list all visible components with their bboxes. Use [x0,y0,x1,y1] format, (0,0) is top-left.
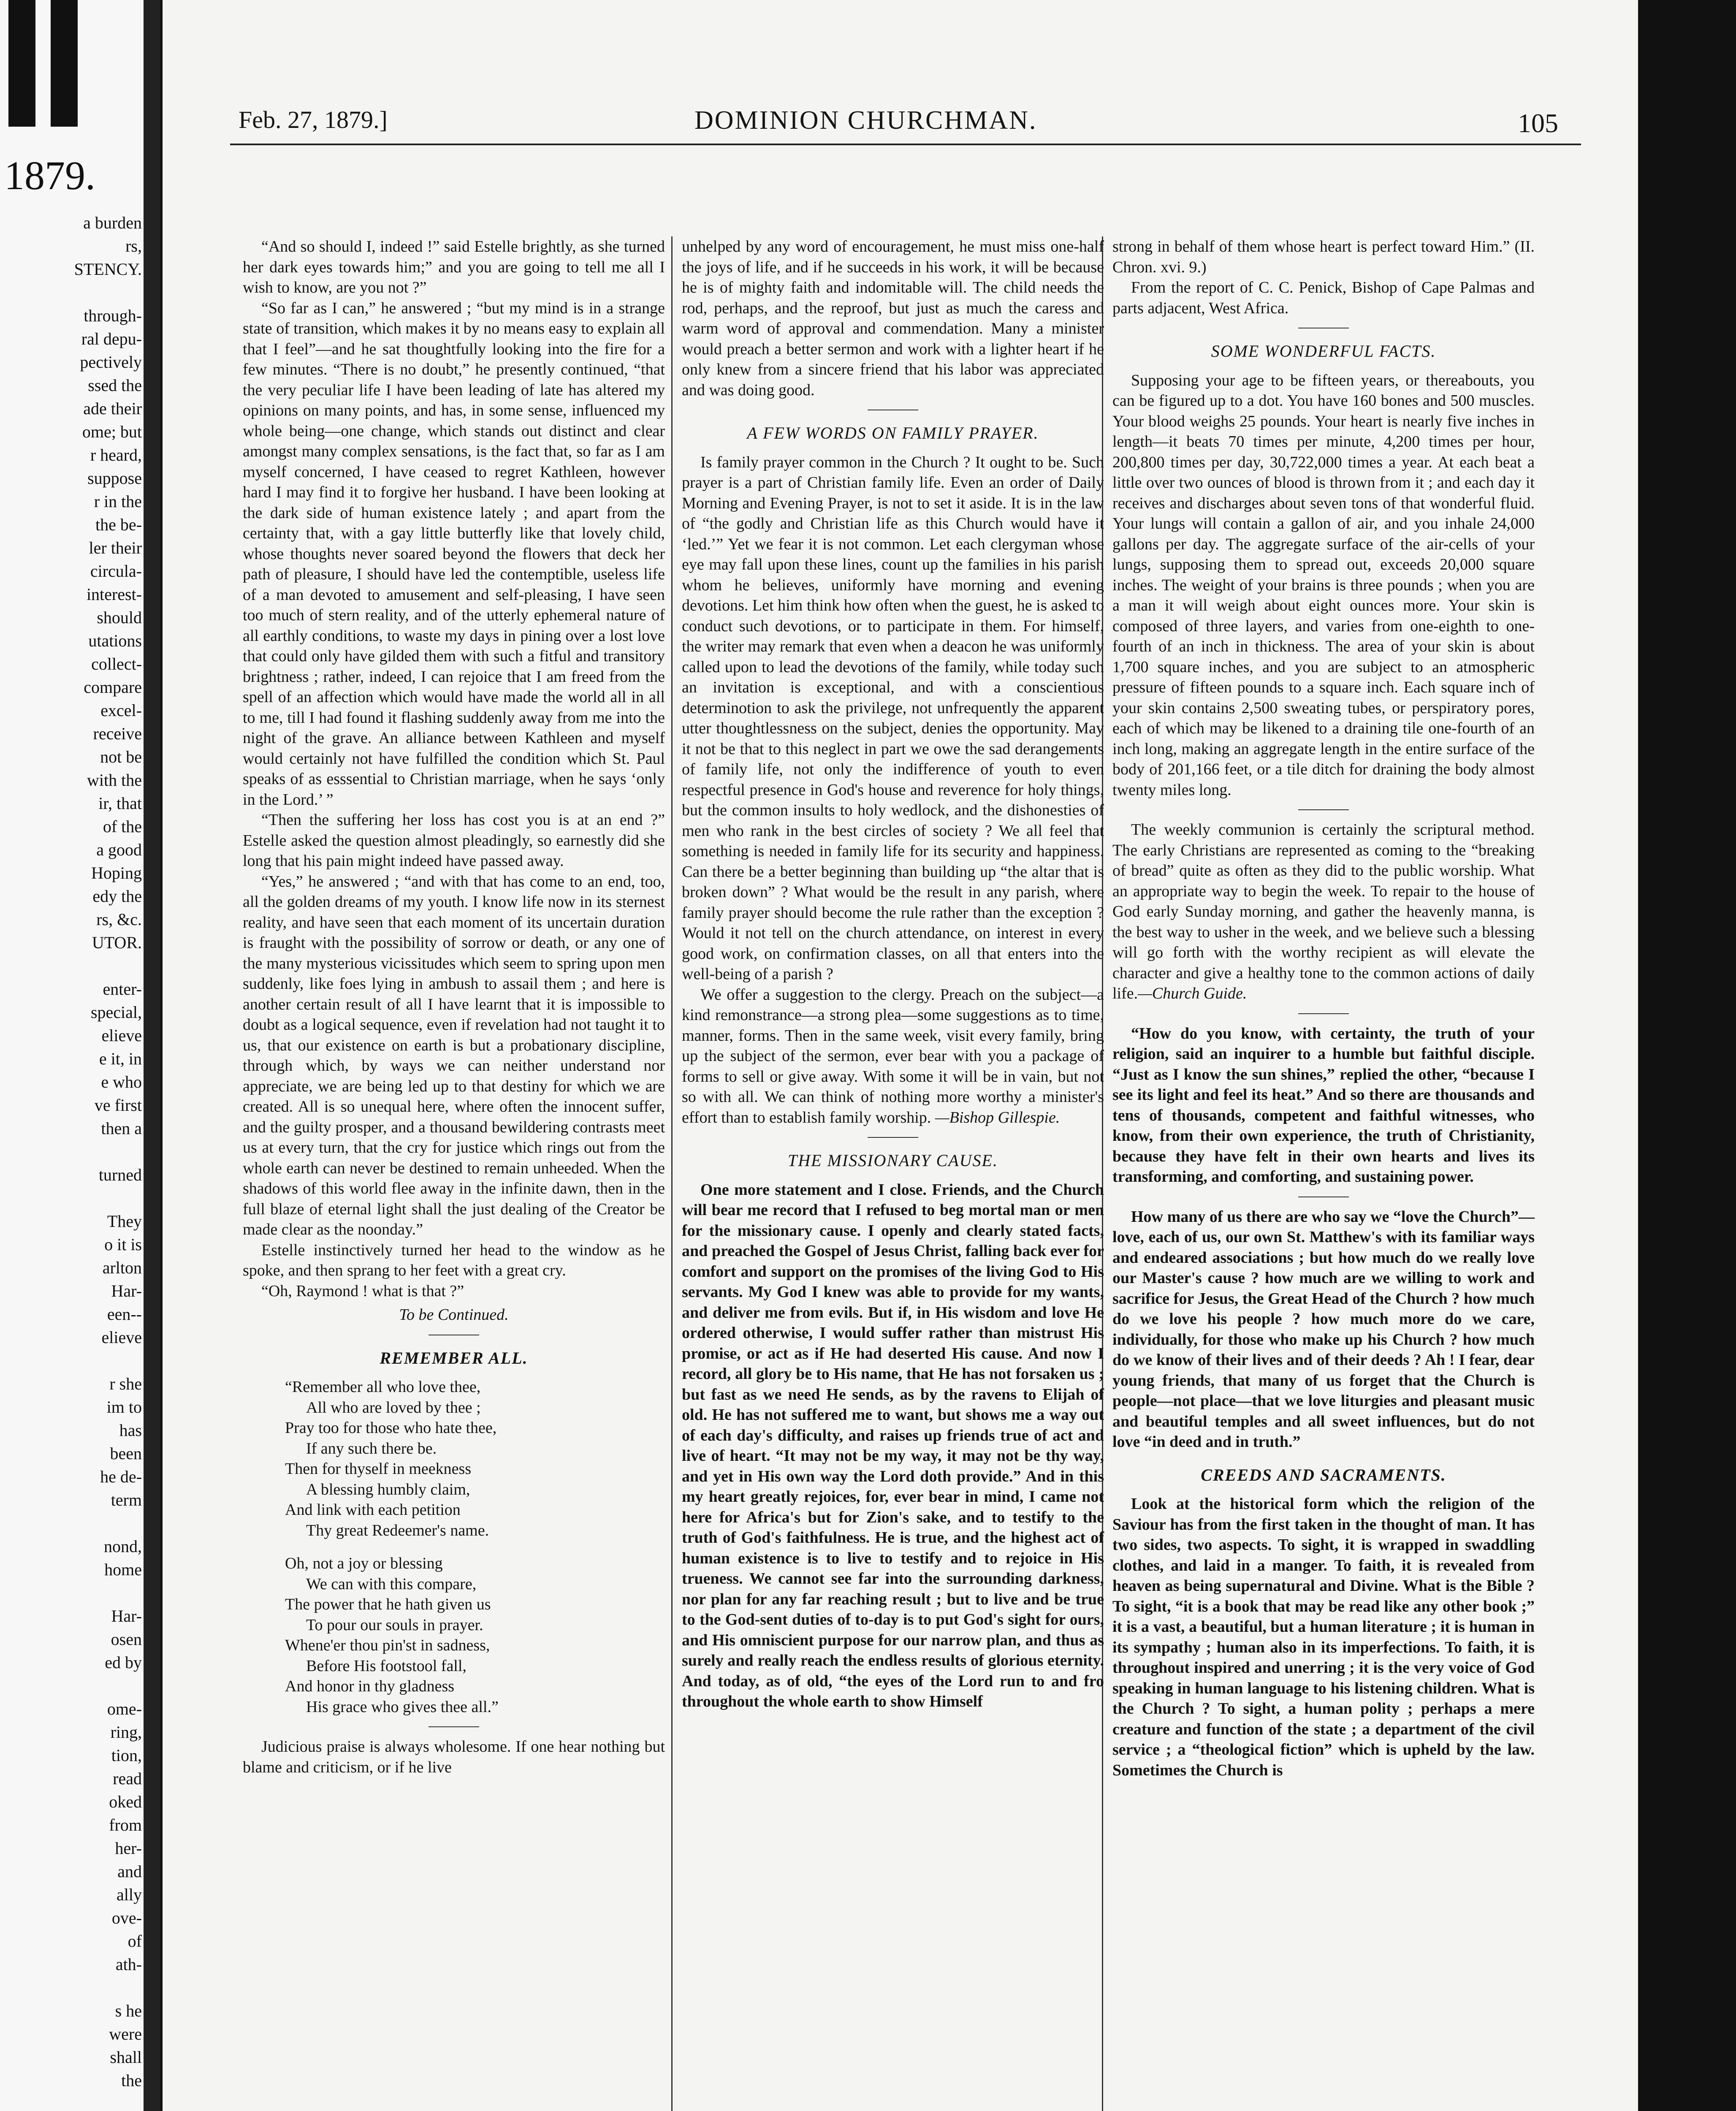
page-gutter [144,0,160,2111]
previous-page-line: he de- [100,1467,142,1486]
column-1 [243,236,665,1777]
previous-page-line: e who [101,1072,142,1091]
story-paragraph: “So far as I can,” he answered ; “but my mind is in a strange state of transition, which makes it by no means easy to explain all that I feel”—and he sat thoughtfully looking into the fire for a few minutes. “There is no doubt,” he presently continued, “that the very peculiar life I have been leading of late has altered my opinions on many points, and has, in some sense, influenced my whole being—one change, which stands out distinct and clear amongst many complex sensations, is the fact that, so far as I am myself concerned, I have ceased to regret Kathleen, however hard I may find it to forgive her husband. I have been looking at the dark side of human existence lately ; and apart from the certainty that, with a gay little butterfly like that lovely child, whose thoughts never soared beyond the flowers that deck her path of pleasure, I should have led the contemptible, useless life of a man devoted to amusement and self-pleasing, I have seen too much of stern reality, and of the utterly ephemeral nature of all earthly conditions, to waste my days in pining over a lost love that could only have gilded them with such a fitful and transitory brightness ; rather, indeed, I can rejoice that I am freed from the spell of an affection which would have made the world all in all to me, till I had found it flashing suddenly away from me into the night of the grave. An alliance between Kathleen and myself would certainly not have fulfilled the condition which St. Paul speaks of as esssential to Christian marriage, when he says ‘only in the Lord.’ ” [243,299,665,809]
previous-page-line: a burden [83,213,142,232]
previous-page-line: nond, [104,1537,142,1556]
previous-page-line: rs, &c. [96,910,142,929]
paragraph: One more statement and I close. Friends, and the Church will bear me record that I refused to beg mortal man or men for the missionary cause. I openly and clearly stated facts, and preached the Gospel of Jesus Christ, falling back ever for comfort and support on the promises of the living God to His servants. My God I knew was able to provide for my wants, and deliver me from evils. But if, in His wisdom and love He ordered otherwise, I would suffer rather than mistrust His promise, or act as if He had deserted His cause. And now I record, all glory be to His name, that He has not forsaken us ; but fast as we need He sends, as by the ravens to Elijah of old. He has not suffered me to want, but shows me a way out of each day's difficulty, and raises up friends true of act and live of heart. “It may not be my way, it may not be thy way, and yet in His own way the Lord doth provide.” And in this my heart greatly rejoices, for, ever bear in mind, I came not here for Africa's but for Zion's sake, and to testify to the truth of God's faithfulness. He is true, and the highest act of human existence is to live to testify and to rejoice in His trueness. We cannot see far into the surrounding darkness, nor plan for any far reaching result ; but to live and be true to the God-sent duties of to-day is to put God's sight for ours, and His omniscient purpose for our narrow plan, and thus as surely and really reach the endless results of glorious eternity. And today, as of old, “the eyes of the Lord run to and fro throughout the whole earth to show Himself [682,1180,1104,1710]
paragraph: The weekly communion is certainly the scriptural method. The early Christians are represented as coming to the “breaking of bread” quite as often as they did to the public worship. What an appropriate way to begin the week. To repair to the house of God early Sunday morning, and gather the heavenly manna, is the best way to usher in the week, and we believe such a blessing will go forth with the worthy recipient as will elevate the character and give a healthy tone to the common actions of daily life.—Church Guide. [1112,821,1535,1002]
poem-line: To pour our souls in prayer. [306,1616,483,1634]
paragraph: strong in behalf of them whose heart is perfect toward Him.” (II. Chron. xvi. 9.) [1112,238,1535,276]
previous-page-line: arlton [102,1258,142,1277]
previous-page-line: were [109,2024,142,2043]
binding-bar [51,0,78,127]
previous-page-line [3,1349,142,1372]
previous-page-line: s he [115,2001,142,2020]
previous-page-line: r heard, [90,445,142,464]
previous-page-line: ome; but [82,422,142,441]
header-title: DOMINION CHURCHMAN. [694,106,1037,135]
poem-line: All who are loved by thee ; [306,1398,481,1416]
previous-page-line: of [127,1932,142,1951]
previous-page-line: rs, [125,236,142,255]
previous-page-line: osen [111,1630,142,1649]
previous-page-line: een-- [107,1305,142,1324]
previous-page-line: ir, that [98,794,142,813]
paragraph: “How do you know, with certainty, the truth of your religion, said an inquirer to a humble but faithful disciple. “Just as I know the sun shines,” replied the other, “because I see its light and feel its heat.” And so there are thousands and tens of thousands, competent and faithful witnesses, who know, from their own experience, the truth of Christianity, because they have felt in their own hearts and lives its transforming, and comforting, and sustaining power. [1112,1024,1535,1186]
poem-line: “Remember all who love thee, [285,1378,481,1396]
section-title: CREEDS AND SACRAMENTS. [1201,1465,1446,1484]
previous-page-line: e it, in [99,1049,142,1068]
poem-line: The power that he hath given us [285,1595,491,1613]
story-paragraph: “Then the suffering her loss has cost you is at an end ?” Estelle asked the question almost pleadingly, so earnestly did she long that his pain might indeed have passed away. [243,811,665,870]
previous-page-line [3,1976,142,1999]
poem-line: Before His footstool fall, [306,1657,467,1675]
previous-page-line [3,1140,142,1163]
previous-page-line: enter- [103,980,142,999]
previous-page-line: from [109,1815,142,1834]
previous-page-line: circula- [90,562,142,581]
previous-page-line: shall [110,2048,142,2067]
paragraph: Supposing your age to be fifteen years, or thereabouts, you can be figured up to a dot. You have 160 bones and 500 muscles. Your blood weighs 25 pounds. Your heart is nearly five inches in length—it beats 70 times per minute, 4,200 times per hour, 200,800 times per day, 30,722,000 times a year. At each beat a little over two ounces of blood is thrown from it ; and each day it receives and discharges about seven tons of that wonderful fluid. Your lungs will contain a gallon of air, and you inhale 24,000 gallons per day. The aggregate surface of the air-cells of your lungs, supposing them to spread out, exceeds 20,000 square inches. The weight of your brains is three pounds ; when you are a man it will weigh about eight ounces more. Your skin is composed of three layers, and varies from one-eighth to one-fourth of an inch in thickness. The area of your skin is about 1,700 square inches, and you are subject to an atmospheric pressure of fifteen pounds to a square inch. Each square inch of your skin contains 2,500 sweating tubes, or perspiratory pores, each of which may be likened to a draining tile one-fourth of an inch long, making an aggregate length in the entire surface of the body of 201,166 feet, or a tile ditch for draining the body almost twenty miles long. [1112,371,1535,799]
poem-line: Then for thyself in meekness [285,1460,472,1478]
story-paragraph: “Yes,” he answered ; “and with that has come to an end, too, all the golden dreams of my youth. I know life now in its sternest reality, and have seen that each moment of its uncertain duration is fraught with the possibility of sorrow or death, or any one of the many mysterious vicissitudes which seem to spring upon men suddenly, like foes lying in ambush to assail them ; and here is another certain result of all I have learnt that it is impossible to doubt as a logical sequence, even if revelation had not taught it to us, that our existence on earth is but a probationary discipline, through which, by ways we can neither understand nor appreciate, we are being led up to that destiny for which we are created. All is so unequal here, where often the innocent suffer, and the guilty prosper, and a thousand bewildering contrasts meet us at every turn, that the cry for justice which rings out from the whole earth can never be destined to remain unheeded. When the shadows of this world flee away in the infinite dawn, then in the full blaze of eternal light shall the just dealing of the Creator be made clear as the noonday.” [243,872,665,1238]
previous-page-line: home [104,1560,142,1579]
previous-page-line: through- [84,306,142,325]
previous-page-line: suppose [87,469,142,488]
poem-title: REMEMBER ALL. [380,1348,528,1368]
previous-page-line: They [107,1212,142,1231]
section-separator [868,1137,918,1138]
poem-line: Whene'er thou pin'st in sadness, [285,1636,490,1654]
previous-page-line: turned [98,1165,142,1184]
header-rule [230,144,1581,145]
signature: —Bishop Gillespie. [935,1108,1060,1126]
story-paragraph: Estelle instinctively turned her head to the window as he spoke, and then sprang to her feet with a great cry. [243,1241,665,1279]
to-be-continued: To be Continued. [399,1306,509,1324]
previous-page-line: Har- [111,1281,142,1300]
poem-line: And honor in thy gladness [285,1677,455,1695]
previous-page-line: ally [117,1885,142,1904]
poem-line: Oh, not a joy or blessing [285,1555,443,1572]
previous-page-line: has [119,1421,142,1440]
previous-page-text [0,152,144,2111]
previous-page-line: o it is [104,1235,142,1254]
previous-page-line: not be [100,747,142,766]
previous-page-line: r she [109,1374,142,1393]
previous-page-line [3,1511,142,1535]
header-page-number: 105 [1518,108,1558,138]
previous-page-line: of the [103,817,142,836]
previous-page-year: 1879. [4,153,95,198]
previous-page-line: a good [96,840,142,859]
previous-page-line: im to [106,1397,142,1416]
column-divider [671,236,673,2111]
previous-page-line: STENCY. [74,260,142,279]
signature: —Church Guide. [1138,985,1247,1002]
previous-page-line: receive [93,724,142,743]
header-date: Feb. 27, 1879.] [239,106,388,133]
paragraph: unhelped by any word of encouragement, he must miss one-half the joys of life, and if he succeeds in his work, it will be because he is of mighty faith and indomitable will. The child needs the rod, perhaps, and the reproof, but just as much the caress and warm word of approval and commendation. Many a minister would preach a better sermon and work with a lighter heart if he only knew from a sincere friend that his labor was appreciated and was doing good. [682,238,1104,399]
previous-page-line: term [111,1490,142,1509]
previous-page-line: Hoping [91,863,142,882]
previous-page-line: ed by [105,1653,142,1672]
previous-page-line: ade their [83,399,142,418]
previous-page-line: elieve [101,1328,142,1347]
previous-page-line [3,1186,142,1210]
poem-line: We can with this compare, [306,1575,477,1593]
section-separator [1298,809,1349,810]
story-paragraph: “Oh, Raymond ! what is that ?” [261,1282,464,1300]
previous-page-line: edy the [92,887,142,906]
previous-page-line: utations [88,631,142,650]
section-title: THE MISSIONARY CAUSE. [788,1151,998,1170]
section-title: SOME WONDERFUL FACTS. [1211,342,1436,361]
previous-page-line [3,1674,142,1697]
previous-page-line: the be- [95,515,142,534]
previous-page-line: oked [109,1792,142,1811]
binding-bar [8,0,35,127]
paragraph: Is family prayer common in the Church ? It ought to be. Such prayer is a part of Christian family life. Even an order of Daily Morning and Evening Prayer, is not to set it aside. It is in the law of “the godly and Christian life as this Church would have it ‘led.’” Yet we fear it is not common. Let each clergyman whose eye may fall upon these lines, count up the families in his parish whom he believes, uniformly have morning and evening devotions. Let him think how often when the guest, he is asked to conduct such devotions, or to participate in them. For himself, the writer may remark that even when a deacon he was uniformly called upon to lead the devotions of the family, while today such an invitation is exceptional, and with a conscientious determinotion to ask the privilege, not unfrequently the apparent utter thoughtlessness on the subject, denies the opportunity. May it not be that to this neglect in part we owe the sad derangements of family life, not only the indifference of youth to even respectful presence in God's house and reverence for holy things, but the common insults to holy wedlock, and the dishonesties of men who rank in the best circles of society ? We all feel that something is needed in family life for its security and happiness. Can there be a better beginning than building up “the altar that is broken down” ? What would be the result in any parish, where family prayer should become the rule rather than the exception ? Would it not tell on the church attendance, on interest in every good work, on confirmation classes, on all that enters into the well-being of a parish ? [682,453,1104,983]
previous-page-line: ral depu- [81,329,142,348]
poem-line: And link with each petition [285,1501,461,1519]
previous-page-line: Har- [111,1606,142,1625]
section-title: A FEW WORDS ON FAMILY PRAYER. [747,423,1039,442]
poem-line: Pray too for those who hate thee, [285,1419,497,1437]
previous-page-line: ssed the [88,376,142,395]
previous-page-line: pectively [80,353,142,372]
column-2 [682,236,1104,1712]
column-3 [1112,236,1535,1780]
paragraph: How many of us there are who say we “love the Church”—love, each of us, our own St. Matthew's with its familiar ways and endeared associations ; but how much do we really love our Master's cause ? how much are we willing to work and sacrifice for Jesus, the Great Head of the Church ? how much do we love his people ? how much more do we care, individually, for those who make up his Church ? how much do we know of their lives and of their deeds ? Ah ! I fear, dear young friends, that many of us forget that the Church is people—not place—that we love liturgies and pleasant music and beautiful temples and all sweet influences, but do not love “in deed and in truth.” [1112,1207,1535,1451]
poem [285,1377,665,1717]
previous-page-line: r in the [94,492,142,511]
previous-page-line: tion, [111,1746,142,1765]
previous-page-line: been [110,1444,142,1463]
previous-page-line: UTOR. [92,933,142,952]
previous-page-line [3,1581,142,1604]
previous-page-line: special, [90,1003,142,1022]
previous-page-lines [3,211,142,2092]
previous-page-line: then a [101,1119,142,1138]
story-paragraph: “And so should I, indeed !” said Estelle brightly, as she turned her dark eyes towards him;” and you are going to tell me all I wish to know, are you not ?” [243,238,665,296]
previous-page-line: ath- [115,1955,142,1974]
paragraph: Look at the historical form which the religion of the Saviour has from the first taken in the thought of man. It has two sides, two aspects. To sight, it is wrapped in swaddling clothes, and laid in a manger. To faith, it is revealed from heaven as being supernatural and Divine. What is the Bible ? To sight, “it is a book that may be read like any other book ;” it is a vast, a beautiful, but a human literature ; it is human in its sympathy ; human also in its imperfections. To faith, it is throughout inspired and unerring ; it is the very voice of God speaking in human language to his listening children. What is the Church ? To sight, a human polity ; perhaps a mere creature and function of the state ; a department of the civil service ; a “theological fiction” which is upheld by the law. Sometimes the Church is [1112,1495,1535,1779]
section-separator [1298,1013,1349,1014]
previous-page-line: compare [84,678,142,697]
previous-page-line: and [117,1862,142,1881]
previous-page-line [3,281,142,304]
paragraph: From the report of C. C. Penick, Bishop of Cape Palmas and parts adjacent, West Africa. [1112,279,1535,317]
poem-line: A blessing humbly claim, [306,1480,470,1498]
previous-page-line: collect- [91,654,142,673]
paragraph: We offer a suggestion to the clergy. Preach on the subject—a kind remonstrance—a strong plea—some suggestions as to time, manner, forms. Then in the same week, visit every family, bring up the subject of the sermon, ever bear with you a package of forms to sell or give away. With some it will be in vain, but not so with all. We can think of nothing more worthy a minister's effort than to establish family worship. —Bishop Gillespie. [682,985,1104,1126]
previous-page-line: the [121,2071,142,2090]
poem-line: If any such there be. [306,1439,437,1457]
previous-page-line: ome- [107,1699,142,1718]
previous-page-line [3,954,142,977]
newspaper-page [163,0,1638,2111]
previous-page-line: with the [87,771,142,790]
previous-page-fragment [0,0,152,2111]
previous-page-line: excel- [100,701,142,720]
previous-page-line: should [97,608,142,627]
poem-line: Thy great Redeemer's name. [306,1521,489,1539]
previous-page-line: ring, [110,1723,142,1742]
previous-page-line: ve first [94,1096,142,1115]
previous-page-line: ove- [111,1908,142,1927]
previous-page-line: interest- [86,585,142,604]
poem-line: His grace who gives thee all.” [306,1698,499,1716]
previous-page-line: elieve [101,1026,142,1045]
section-separator [429,1726,479,1727]
previous-page-line: her- [115,1839,142,1858]
previous-page-line: read [113,1769,142,1788]
paragraph: Judicious praise is always wholesome. If one hear nothing but blame and criticism, or if he live [243,1738,665,1776]
previous-page-line: ler their [89,538,142,557]
